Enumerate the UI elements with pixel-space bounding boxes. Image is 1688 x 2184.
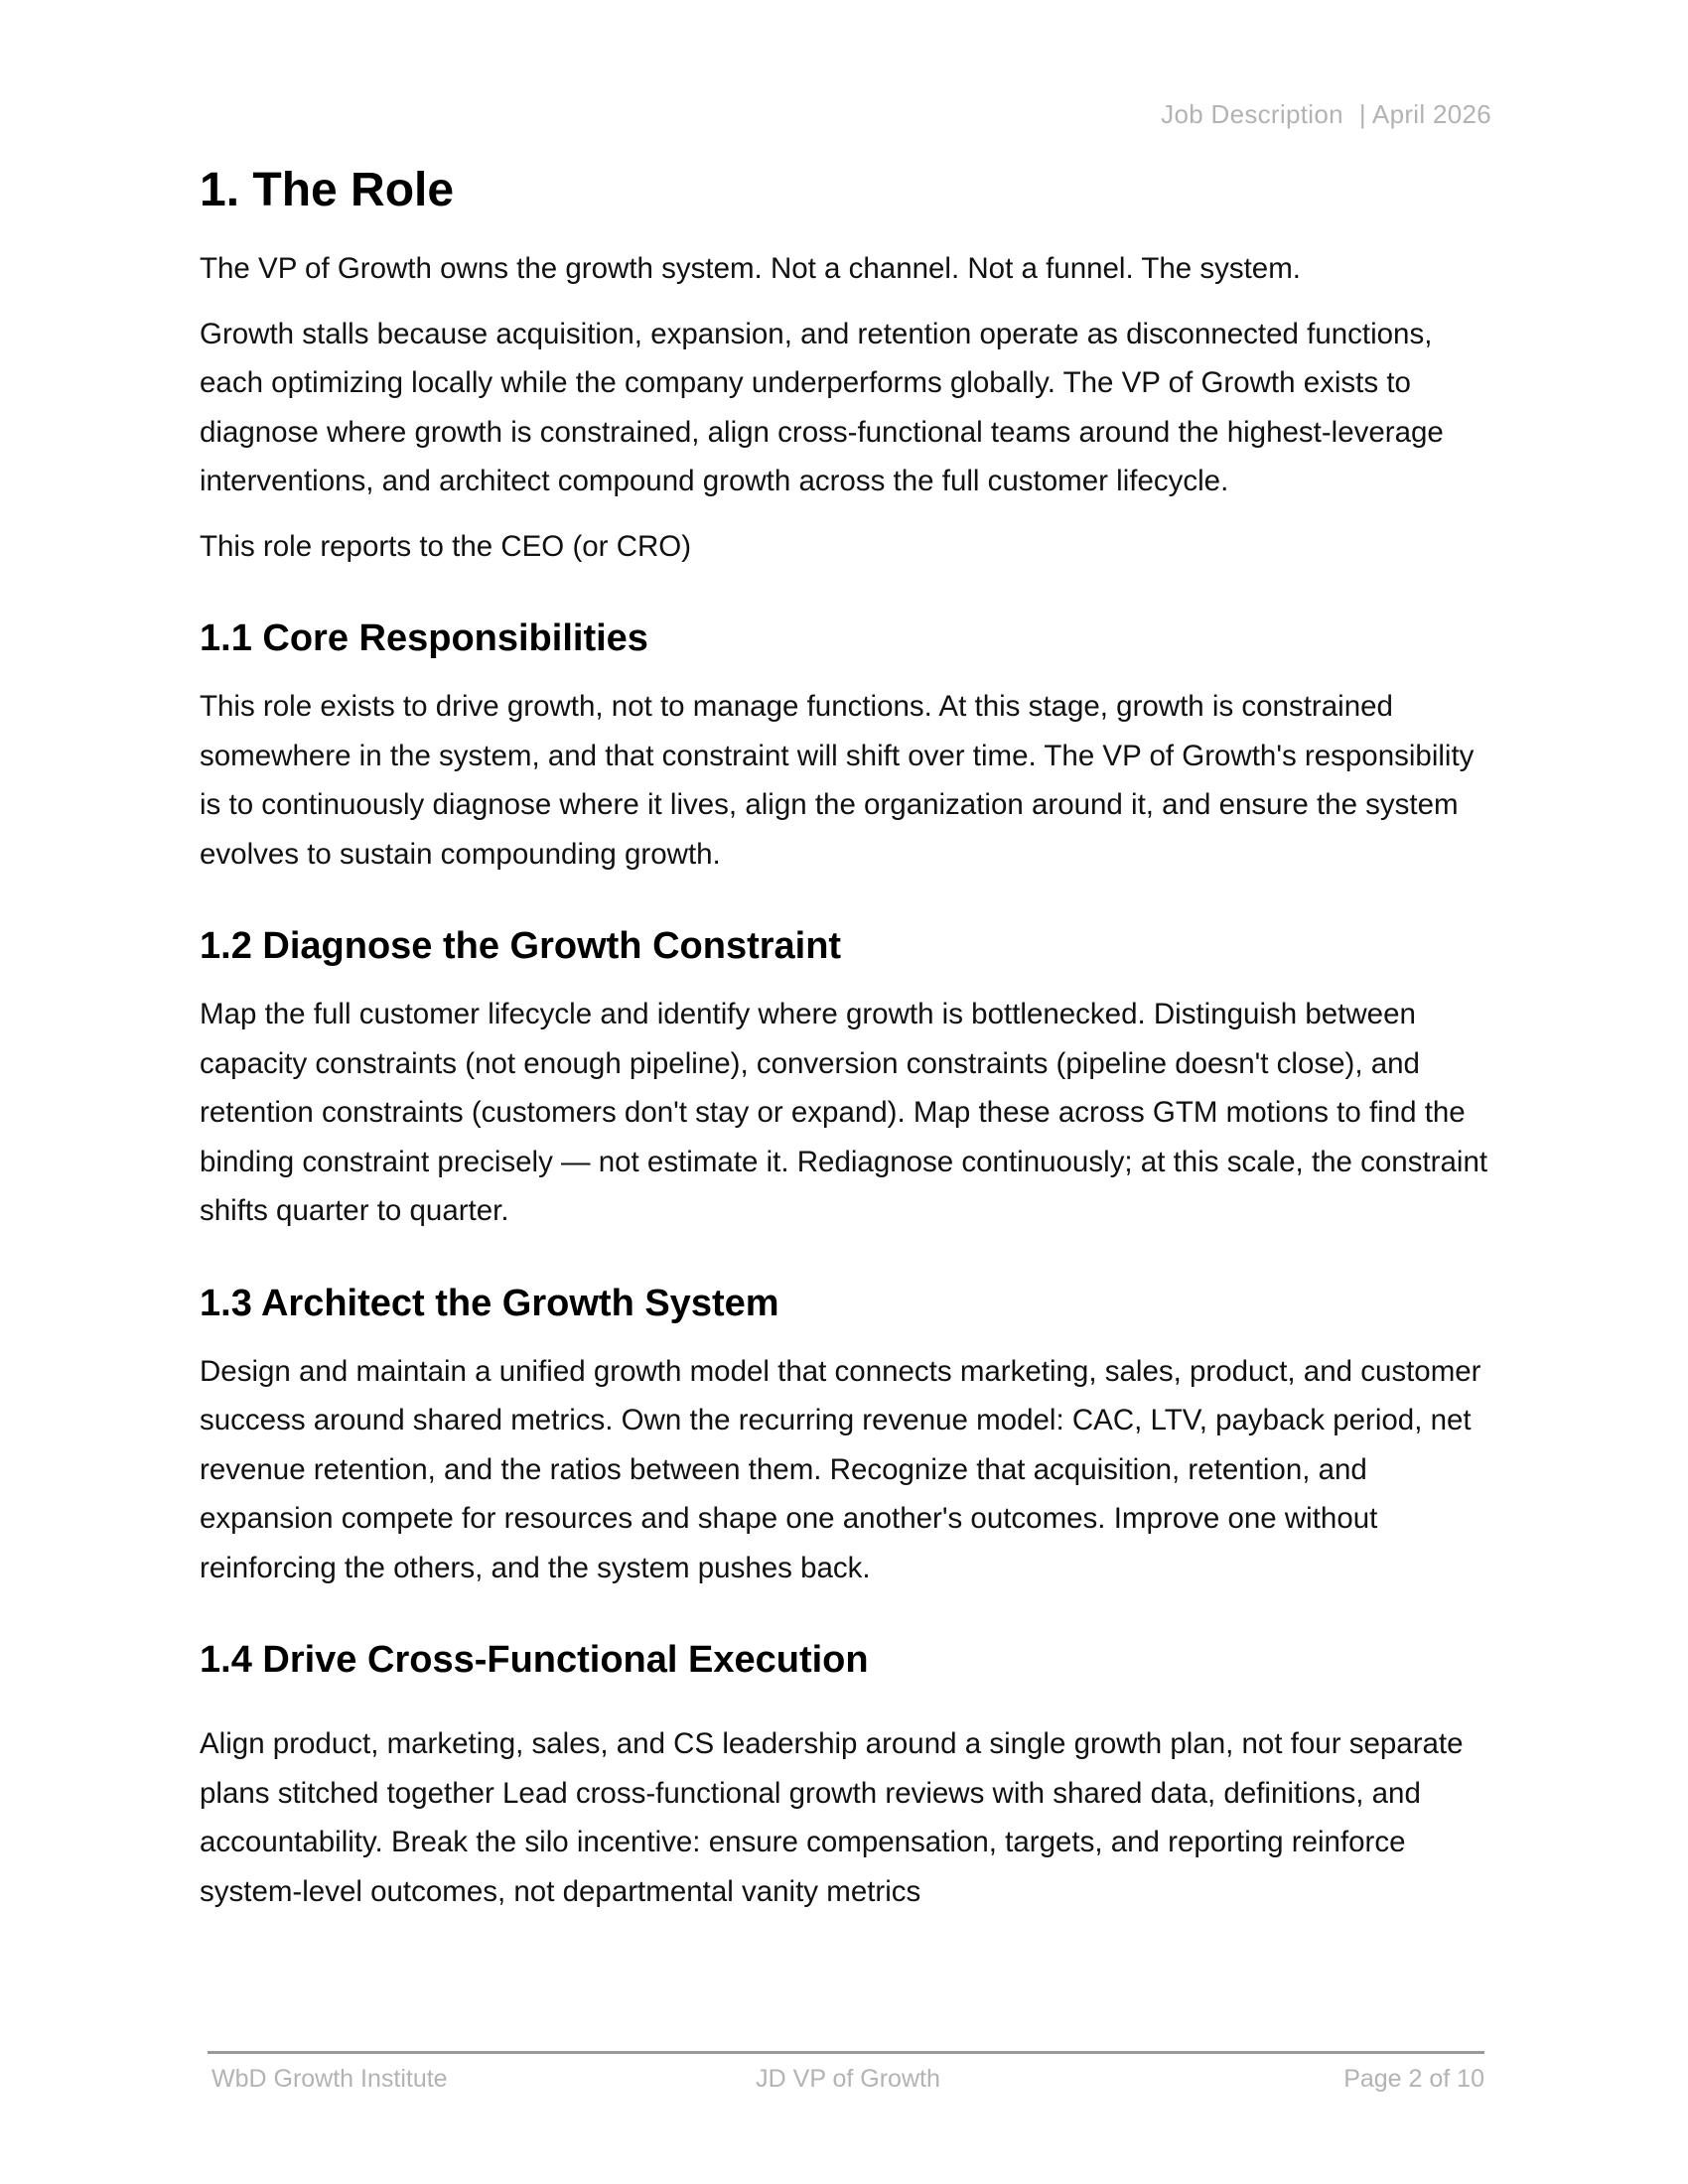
header-date: April 2026	[1371, 99, 1491, 129]
section-paragraph: Align product, marketing, sales, and CS leadership around a single growth plan, not four separate plans stitched together Lead cross-functional growth reviews with shared data, definitions, and accountability. Break the silo incentive: ensure compensation, targets, and reporting reinforce system-level outcomes, not departmental vanity metrics	[200, 1727, 1464, 1908]
section-paragraph: Design and maintain a unified growth model that connects marketing, sales, product, and customer success around shared metrics. Own the recurring revenue model: CAC, LTV, payback period, net revenue retention, and the ratios between them. Recognize that acquisition, retention, and expansion compete for resources and shape one another's outcomes. Improve one without reinforcing the others, and the system pushes back.	[200, 1354, 1481, 1584]
section-architect-system	[200, 1278, 1500, 1593]
section-paragraph: This role exists to drive growth, not to manage functions. At this stage, growth is constrained somewhere in the system, and that constraint will shift over time. The VP of Growth's responsibility is to continuously diagnose where it lives, align the organization around it, and ensure the system evolves to sustain compounding growth.	[200, 690, 1475, 871]
section-core-responsibilities	[200, 613, 1500, 879]
section-paragraph: Map the full customer lifecycle and identify where growth is bottlenecked. Distinguish between capacity constraints (not enough pipeline), conversion constraints (pipeline doesn't close), and retention constraints (customers don't stay or expand). Map these across GTM motions to find the binding constraint precisely — not estimate it. Rediagnose continuously; at this scale, the constraint shifts quarter to quarter.	[200, 998, 1488, 1227]
intro-paragraph-3: This role reports to the CEO (or CRO)	[200, 529, 692, 563]
section-cross-functional-execution	[200, 1634, 1500, 1916]
footer-divider	[208, 2051, 1484, 2054]
section-heading: 1.2 Diagnose the Growth Constraint	[200, 925, 842, 967]
page-footer	[211, 2065, 1484, 2105]
footer-document-title: JD VP of Growth	[756, 2065, 940, 2093]
document-body	[200, 159, 1500, 1932]
page-title: 1. The Role	[200, 164, 455, 216]
section-heading: 1.1 Core Responsibilities	[200, 617, 648, 659]
footer-organization: WbD Growth Institute	[211, 2065, 448, 2093]
intro-paragraph-1: The VP of Growth owns the growth system. Not a channel. Not a funnel. The system.	[200, 252, 1301, 285]
section-diagnose-constraint	[200, 920, 1500, 1236]
section-heading: 1.3 Architect the Growth System	[200, 1282, 779, 1324]
footer-page-number: Page 2 of 10	[1343, 2065, 1484, 2093]
header-label: Job Description	[1161, 99, 1343, 129]
page-header	[1161, 99, 1491, 130]
header-separator: |	[1358, 99, 1366, 129]
section-heading: 1.4 Drive Cross-Functional Execution	[200, 1639, 869, 1681]
intro-paragraph-2: Growth stalls because acquisition, expansion, and retention operate as disconnected functions, each optimizing locally while the company underperforms globally. The VP of Growth exists to diagnose where growth is constrained, align cross-functional teams around the highest-leverage interventions, and architect compound growth across the full customer lifecycle.	[200, 317, 1444, 497]
